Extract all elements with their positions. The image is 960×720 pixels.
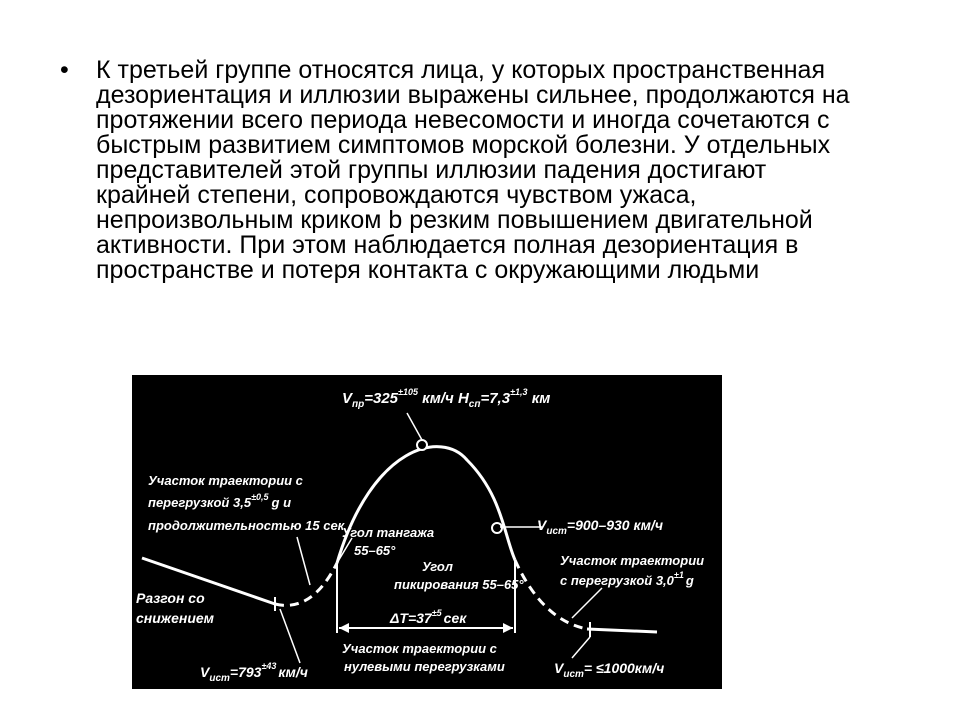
leader-left-segment (297, 537, 310, 585)
right-segment-label: Участок траектории с перегрузкой $3,0^{\pm 1}$ g (560, 553, 705, 588)
text-line: быстрым развитием симптомов морской болезни. У отдельных (96, 131, 831, 159)
duration-label: $\Delta T=37^{\pm 5}$ сек (390, 608, 467, 626)
text-line: К третьей группе относятся лица, у которых пространственная (96, 56, 825, 84)
text-line: пространстве и потеря контакта с окружающими людьми (96, 256, 760, 284)
text-line: крайней степени, сопровождаются чувством ужаса, (96, 181, 697, 209)
text-line: дезориентация и иллюзии выражены сильнее, продолжаются на (96, 81, 850, 109)
left-segment-label: Участок траектории с перегрузкой $3,5^{\pm 0,5}$ g и продолжительностью 15 сек (148, 473, 345, 533)
exit-speed-label: $V_{ист}= \le 1000км/ч$ (554, 660, 665, 680)
bullet-paragraph (96, 58, 920, 283)
dive-speed-label: $V_{ист}=900-930$ км/ч (537, 517, 663, 537)
leader-right-segment (572, 588, 602, 618)
text-line: представителей этой группы иллюзии падения достигают (96, 156, 767, 184)
pullout-dashed-segment (515, 560, 587, 629)
leader-bottom-left (280, 609, 300, 663)
pitch-angle-label: Угол тангажа 55–65° (342, 525, 435, 558)
acceleration-label: Разгон со снижением (136, 590, 215, 626)
apex-point-mark (417, 440, 427, 450)
apex-speed-label: $V_{пр}=325^{\pm 105}$ км/ч $H_{сп}=7,3^{\pm 1,3}$ км (342, 387, 551, 410)
slide-text (60, 58, 920, 283)
zero-g-label: Участок траектории с нулевыми перегрузками (342, 641, 505, 674)
duration-arrowhead-right (503, 623, 513, 633)
dive-point-mark (492, 523, 502, 533)
parabolic-flight-diagram (132, 375, 722, 689)
dive-angle-label: Угол пикирования 55–65° (394, 559, 524, 592)
entry-speed-label: $V_{ист}=793^{\pm 43}$ км/ч (200, 661, 308, 684)
leader-apex (407, 413, 422, 440)
bullet-marker: • (60, 56, 69, 84)
text-line: активности. При этом наблюдается полная дезориентация в (96, 231, 799, 259)
diagram-svg (132, 375, 722, 689)
exit-line (587, 629, 657, 632)
text-line: протяжении всего периода невесомости и иногда сочетаются с (96, 106, 830, 134)
text-line: непроизвольным криком b резким повышением двигательной (96, 206, 813, 234)
leader-bottom-right (572, 637, 590, 658)
duration-arrowhead-left (339, 623, 349, 633)
